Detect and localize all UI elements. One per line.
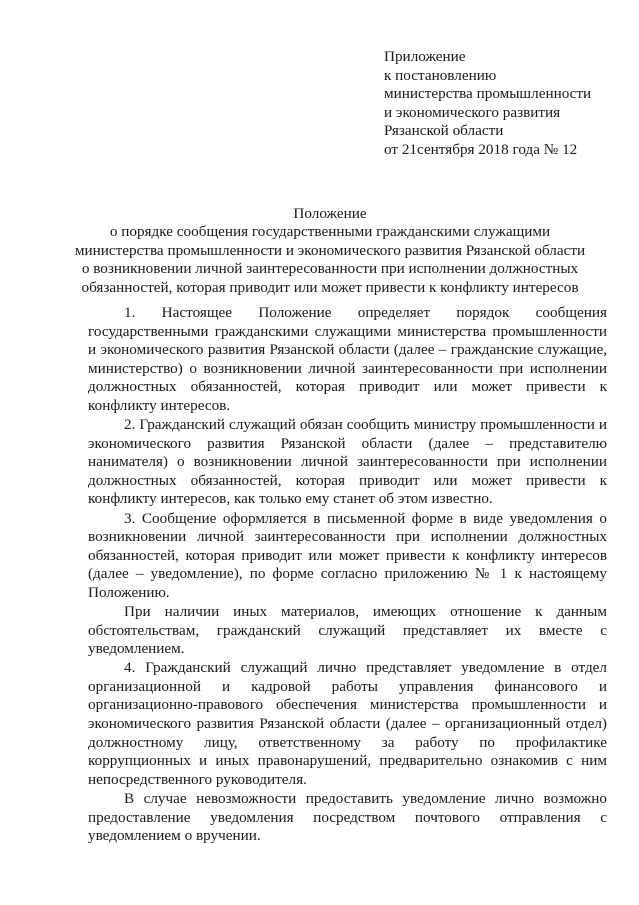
paragraph-4-continued: В случае невозможности предоставить уведомление лично возможно предоставление уведомления посредством почтового отправления с уведомлением о вручении. xyxy=(88,789,607,845)
appendix-line: Рязанской области xyxy=(384,122,504,140)
paragraph-1: 1. Настоящее Положение определяет порядок сообщения государственными гражданскими служащими министерства промышленности и экономического развития Рязанской области (далее – гражданские служащие, министерство) о возникновении личной заинтересованности при исполнении должностных обязанностей, которая приводит или может привести к конфликту интересов. xyxy=(88,304,607,414)
appendix-header xyxy=(384,48,624,160)
document-title xyxy=(70,205,590,297)
title-line: обязанностей, которая приводит или может привести к конфликту интересов xyxy=(81,278,579,296)
paragraph-3-continued: При наличии иных материалов, имеющих отношение к данным обстоятельствам, гражданский служащий представляет их вместе с уведомлением. xyxy=(88,603,607,658)
title-line: о возникновении личной заинтересованности при исполнении должностных xyxy=(81,260,579,278)
paragraph-4: 4. Гражданский служащий лично представляет уведомление в отдел организационной и кадровой работы управления финансового и организационно-правового обеспечения министерства промышленности и экономического развития Рязанской области (далее – организационный отдел) должностному лицу, ответственному за работу по профилактике коррупционных и иных правонарушений, предварительно ознакомив с ним непосредственного руководителя. xyxy=(88,659,607,788)
appendix-line: к постановлению xyxy=(384,66,497,84)
title-line: министерства промышленности и экономического развития Рязанской области xyxy=(74,241,586,259)
paragraph-3: 3. Сообщение оформляется в письменной форме в виде уведомления о возникновении личной заинтересованности при исполнении должностных обязанностей, которая приводит или может привести к конфликту интересов (далее – уведомление), по форме согласно приложению № 1 к настоящему Положению. xyxy=(88,509,607,601)
document-body xyxy=(88,304,607,846)
appendix-line: от 21сентября 2018 года № 12 xyxy=(384,140,578,158)
appendix-line: и экономического развития xyxy=(384,103,561,121)
title-line: о порядке сообщения государственными гражданскими служащими xyxy=(109,223,551,241)
title-heading: Положение xyxy=(293,205,367,222)
paragraph-2: 2. Гражданский служащий обязан сообщить министру промышленности и экономического развития Рязанской области (далее – представителю нанимателя) о возникновении личной заинтересованности при исполнении должностных обязанностей, которая приводит или может привести к конфликту интересов, как только ему станет об этом известно. xyxy=(88,416,607,508)
appendix-line: Приложение xyxy=(384,48,466,65)
appendix-line: министерства промышленности xyxy=(384,85,592,103)
